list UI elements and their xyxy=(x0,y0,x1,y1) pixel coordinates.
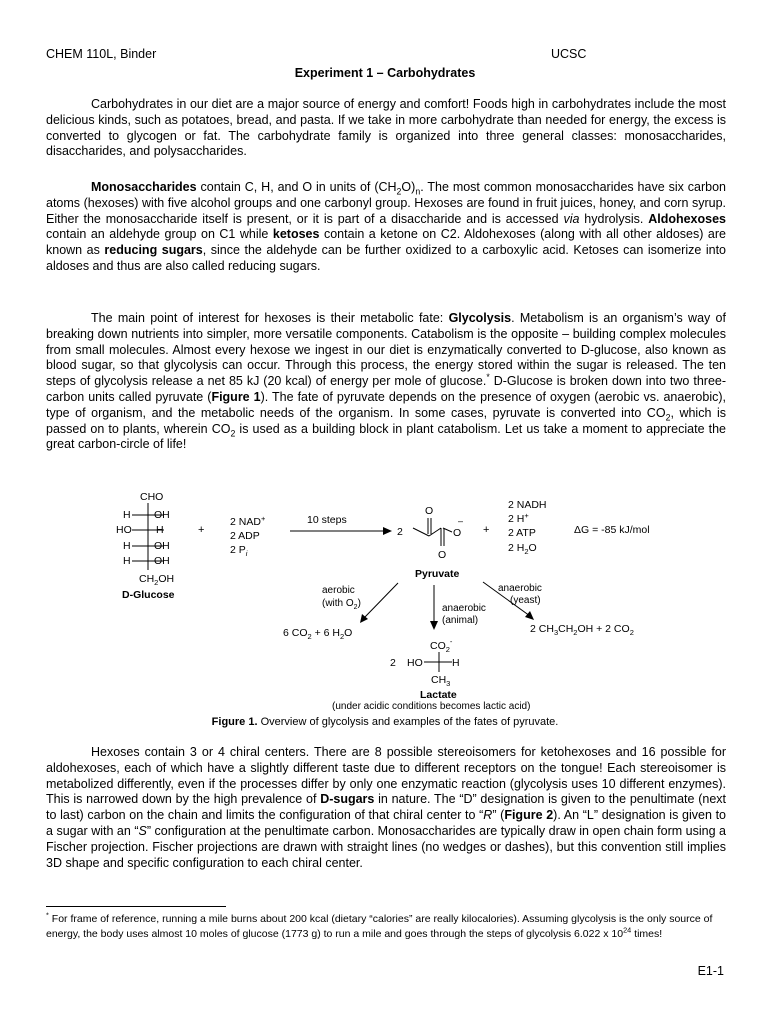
svg-text:H: H xyxy=(123,555,131,567)
svg-text:CH3: $CH_3$ xyxy=(431,674,451,688)
aerobic-product: 6 $CO_2 + 6$ $H_2O$ xyxy=(283,627,353,641)
anaerobic-animal-label xyxy=(442,603,486,626)
svg-text:2: 2 xyxy=(397,526,403,538)
svg-text:O: O xyxy=(425,505,434,517)
yeast-product: 2 $CH_3CH_2OH + 2$ $CO_2$ xyxy=(530,623,634,637)
svg-text:OH: OH xyxy=(154,555,170,567)
glycolysis-figure xyxy=(100,488,680,713)
svg-text:H: H xyxy=(123,540,131,552)
products xyxy=(508,499,547,556)
glucose-cho: CHO xyxy=(140,491,164,503)
paragraph-stereoisomers: Hexoses contain 3 or 4 chiral centers. There are 8 possible stereoisomers for ketohexoses and 16 possible for aldohexoses, each of which have a slightly different taste due to different receptors on the tongue! Each stereoisomer is metabolized differently, even if the processes differ by only one enzymatic reaction (glycolysis uses 10 different enzymes). This is narrowed down by the high prevalence of D-sugars in nature. The “D” designation is given to the penultimate (next to last) carbon on the chain and limits the configuration of that chiral center to “R” (Figure 2). An “L” designation is given to a sugar with an “S” configuration at the penultimate carbon. Monosaccharides are typically draw in open chain form using a Fischer projection. Fischer projections are drawn with straight lines (no wedges or dashes), but this convention still implies 3D shape and specific configuration to each chiral center. xyxy=(46,745,727,870)
svg-text:2 NAD+: 2 NAD+ xyxy=(230,514,266,528)
lactate-label: Lactate xyxy=(420,689,457,701)
anaerobic-yeast-label xyxy=(498,583,542,606)
d-glucose-structure xyxy=(116,491,175,601)
svg-text:HO: HO xyxy=(407,657,423,669)
svg-text:HO: HO xyxy=(116,524,132,536)
reactants xyxy=(230,514,266,558)
course-header: CHEM 110L, Binder xyxy=(46,47,157,61)
svg-text:O: O xyxy=(453,527,462,539)
paragraph-glycolysis: The main point of interest for hexoses is their metabolic fate: Glycolysis. Metabolism is an organism’s way of breaking down nutrients into simpler, more versatile components. Catabolism is the opposite – building complex molecules from small molecules. Almost every hexose we ingest in our diet is enzymatically converted to D-glucose, also known as blood sugar, so that glycolysis can occur. Through this process, the energy stored within the sugar is released. The ten steps of glycolysis release a net 85 kJ (20 kcal) of energy per mole of glucose.* D-Glucose is broken down into two three-carbon units called pyruvate (Figure 1). The fate of pyruvate depends on the presence of oxygen (aerobic vs. anaerobic), type of organism, and the metabolic needs of the organism. In some cases, pyruvate is converted into $CO_2$, which is passed on to plants, wherein $CO_2$ is used as a building block in plant catabolism. Let us take a moment to appreciate the great carbon-circle of life! xyxy=(46,311,727,452)
svg-text:H: H xyxy=(123,509,131,521)
svg-text:2: 2 xyxy=(390,657,396,669)
footnote-divider xyxy=(46,906,226,907)
page-title: Experiment 1 – Carbohydrates xyxy=(294,66,476,80)
svg-text:(yeast): (yeast) xyxy=(510,595,541,606)
svg-text:O: O xyxy=(438,549,447,561)
svg-text:–: – xyxy=(458,516,464,526)
aerobic-label xyxy=(322,585,361,611)
svg-text:2 ATP: 2 ATP xyxy=(508,527,536,539)
page-number: E1-1 xyxy=(697,964,724,978)
reaction-arrow xyxy=(290,514,392,535)
svg-text:anaerobic: anaerobic xyxy=(498,583,542,594)
svg-text:+: + xyxy=(483,524,490,536)
svg-text:2 Pi: 2 $P_i$ xyxy=(230,544,248,558)
footnote-marker: * xyxy=(486,372,490,383)
svg-text:2 H+: 2 H+ xyxy=(508,511,529,525)
svg-text:10 steps: 10 steps xyxy=(307,514,347,526)
plus-sign: + xyxy=(198,524,205,536)
svg-text:2 H2O: 2 $H_2O$ xyxy=(508,542,537,556)
svg-text:anaerobic: anaerobic xyxy=(442,603,486,614)
pyruvate-label: Pyruvate xyxy=(415,568,460,580)
svg-text:H: H xyxy=(452,657,460,669)
svg-text:H: H xyxy=(156,524,164,536)
svg-text:CH2OH: $CH_2OH$ xyxy=(139,573,175,587)
svg-text:OH: OH xyxy=(154,540,170,552)
delta-g: ΔG = -85 kJ/mol xyxy=(574,524,650,536)
svg-text:OH: OH xyxy=(154,509,170,521)
paragraph-intro: Carbohydrates in our diet are a major source of energy and comfort! Foods high in carbohydrates include the most delicious kinds, such as potatoes, bread, and pasta. If we take in more carbohydrate than needed for energy, the excess is converted to glycogen or fat. The carbohydrate family is organized into three general classes: monosaccharides, disaccharides, and polysaccharides. xyxy=(46,97,726,159)
svg-text:CO2-: $CO_2^-$ xyxy=(430,637,453,654)
lactate-structure xyxy=(332,637,530,712)
svg-text:2 ADP: 2 ADP xyxy=(230,530,260,542)
figure-caption: Figure 1. Overview of glycolysis and examples of the fates of pyruvate. xyxy=(211,716,559,728)
svg-text:(with O2): (with $O_2$) xyxy=(322,598,361,611)
lactate-note: (under acidic conditions becomes lactic acid) xyxy=(332,701,531,712)
footnote: * For frame of reference, running a mile burns about 200 kcal (dietary “calories” are really kilocalories). Assuming glycolysis is the only source of energy, the body uses almost 10 moles of glucose (1773 g) to run a mile and goes through the steps of glycolysis 6.022 x $10^{24}$ times! xyxy=(46,910,713,940)
paragraph-monosaccharides: Monosaccharides contain C, H, and O in units of $(CH_2O)_n$. The most common monosaccharides have six carbon atoms (hexoses) with five alcohol groups and one carbonyl group. Hexoses are found in fruit juices, honey, and corn syrup. Either the monosaccharide itself is present, or it is part of a disaccharide and is accessed via hydrolysis. Aldohexoses contain an aldehyde group on C1 while ketoses contain a ketone on C2. Aldohexoses (along with all other aldoses) are known as reducing sugars, since the aldehyde can be further oxidized to a carboxylic acid. Ketoses can isomerize into aldoses and thus are also called reducing sugars. xyxy=(46,180,727,273)
institution-header: UCSC xyxy=(551,47,587,61)
svg-text:(animal): (animal) xyxy=(442,615,479,626)
pyruvate-structure xyxy=(397,505,463,580)
svg-text:2 NADH: 2 NADH xyxy=(508,499,547,511)
glucose-label: D-Glucose xyxy=(122,589,175,601)
svg-text:aerobic: aerobic xyxy=(322,585,355,596)
